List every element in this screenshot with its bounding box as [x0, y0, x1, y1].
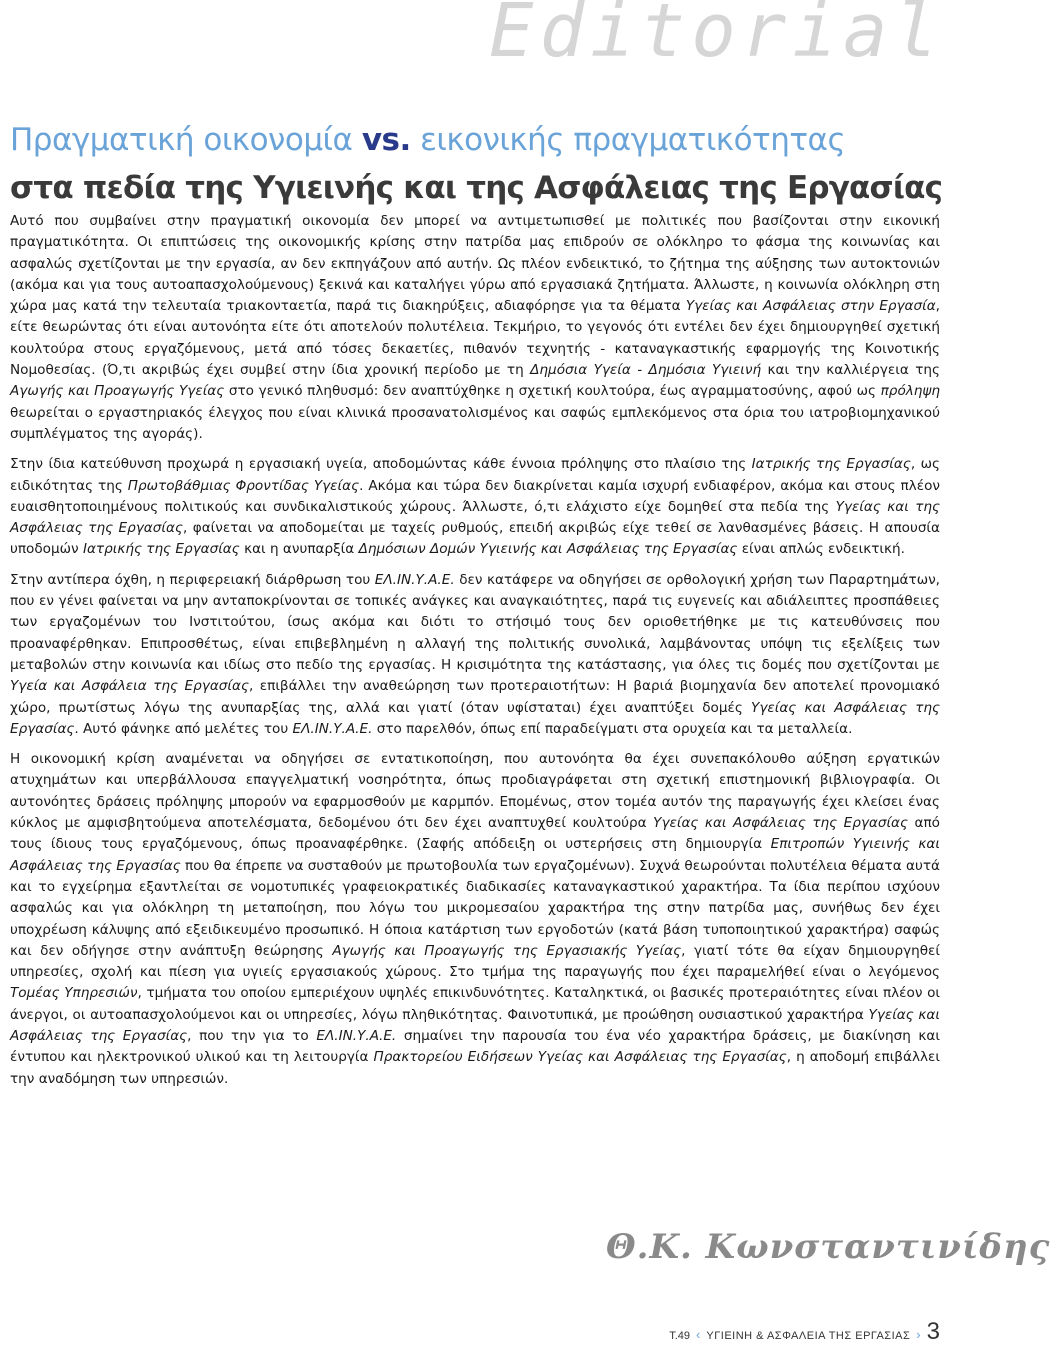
p2-italic-5: Δημόσιων Δομών Υγιεινής και Ασφάλειας της Εργασίας: [358, 541, 738, 558]
p4-italic-7: Πρακτορείου Ειδήσεων Υγείας και Ασφάλειας της Εργασίας: [373, 1049, 787, 1066]
p2-text-b: , ως ειδικότητας της: [10, 456, 940, 494]
p3-text-d: . Αυτό φάνηκε από μελέτες του: [74, 720, 293, 737]
issue-number: Τ.49: [669, 1330, 691, 1342]
p1-italic-3: Αγωγής και Προαγωγής Υγείας: [10, 383, 225, 400]
p1-text-a: Αυτό που συμβαίνει στην πραγματική οικονομία δεν μπορεί να αντιμετωπισθεί με πολιτικές που βασίζονται στην εικονική πραγματικότητα. Οι επιπτώσεις της οικονομικής κρίσης στην πατρίδα μας επιδρούν σε ολόκληρο το φάσμα της κοινωνίας και ασφαλώς σχετίζονται με την εργασία, αν δεν εκπηγάζουν από αυτήν. Ως πλέον ενδεικτικό, το ζήτημα της αύξησης των αυτοκτονιών (ακόμα και για τους αυτοαπασχολούμενους) ξεκινά και καταλήγει γύρω από εργασιακά ζητήματα. Άλλωστε, η κοινωνία ολόκληρη στη χώρα μας κατά την τελευταία τριακονταετία, παρά τις διακηρύξεις, αδιαφόρησε για τα θέματα: [10, 213, 940, 315]
p2-italic-3: Υγείας και της Ασφάλειας της Εργασίας: [10, 498, 940, 537]
p2-italic-4: Ιατρικής της Εργασίας: [82, 541, 240, 558]
title-line-1: [10, 116, 950, 164]
p4-italic-6: ΕΛ.ΙΝ.Υ.Α.Ε.: [316, 1027, 397, 1044]
p3-italic-4: ΕΛ.ΙΝ.Υ.Α.Ε.: [292, 720, 373, 737]
paragraph-1: [10, 211, 940, 445]
p2-text-c: . Ακόμα και τώρα δεν διακρίνεται καμία ισχυρή ενδιαφέρον, ακόμα και στους πλέον ευαισθητοποιημένους πολιτικούς και συνδικαλιστικούς χώρους. Άλλωστε, ό,τι ελάχιστο είχε δομηθεί στα πεδία της: [10, 477, 940, 515]
author-signature: Θ.Κ. Κωνσταντινίδης: [606, 1227, 1050, 1267]
p3-text-b: δεν κατάφερε να οδηγήσει σε ορθολογική χρήση των Παραρτημάτων, που εν γένει φαίνεται να μην ανταποκρίνονται σε τοπικές ανάγκες και αναγκαιότητες, παρά τις ευγενείς και αδιάλειπτες προσπάθειες των εργαζομένων του Ινστιτούτου, ίσως ακόμα και διότι το στήσιμό τους δεν οριοθετήθηκε με τις κατευθύνσεις που προαναφέρθηκαν. Επιπροσθέτως, είναι επιβεβλημένη η αλλαγή της πολιτικής συνολικά, λαμβάνοντας υπόψη τις εξελίξεις των μεταβολών στην κοινωνία και ιδίως στο πεδίο της εργασίας. Η κρισιμότητα της κατάστασης, για όλες τις δομές που σχετίζονται με: [10, 571, 940, 673]
paragraph-3: [10, 570, 940, 740]
p2-italic-2: Πρωτοβάθμιας Φροντίδας Υγείας: [127, 477, 360, 494]
page-footer: [669, 1318, 940, 1346]
p2-text-f: είναι απλώς ενδεικτική.: [737, 541, 905, 558]
article-title: [10, 116, 950, 212]
p1-italic-4: πρόληψη: [880, 383, 940, 400]
article-body: [10, 211, 940, 1099]
title-part-2: εικονικής πραγματικότητας: [410, 122, 846, 158]
paragraph-2: [10, 454, 940, 560]
title-line-2: στα πεδία της Υγιεινής και της Ασφάλειας της Εργασίας: [10, 170, 943, 206]
p4-text-c: που θα έπρεπε να συσταθούν με πρωτοβουλία των εργαζομένων). Συχνά θεωρούνται πολυτέλεια θέματα αυτά και το εγχείρημα εξαντλείται σε νομοτυπικές γραφειοκρατικές διαδικασίες καταναγκαστικού χαρακτήρα. Τα ίδια περίπου ισχύουν ασφαλώς και για ολόκληρη τη μεταποίηση, που λόγω του μικρομεσαίου χαρακτήρα της στην πατρίδα μας, συνήθως δεν έχει υποχρέωση κάλυψης από εξειδικευμένο προσωπικό. Η όποια κατάρτιση των εργοδοτών (κατά βάση τυποποιητικού χαρακτήρα) σαφώς και δεν οδήγησε στην ανάπτυξη θεώρησης: [10, 857, 940, 959]
p4-text-g: σημαίνει την παρουσία του ένα νέο χαρακτήρα δράσεις, με διακίνηση και έντυπου και ηλεκτρονικού υλικού και τη λειτουργία: [10, 1027, 940, 1066]
paragraph-4: [10, 749, 940, 1090]
p4-text-f: , που την για το: [187, 1027, 317, 1044]
p1-text-e: θεωρείται ο εργαστηριακός έλεγχος που είναι κλινικά προσανατολισμένος και σαφώς εμπλεκόμενος στα όρια του ιατροβιομηχανικού συμπλέγματος της αγοράς).: [10, 404, 940, 442]
p4-text-a: Η οικονομική κρίση αναμένεται να οδηγήσει σε εντατικοποίηση, που αυτονόητα θα έχει συνεπακόλουθο αύξηση εργατικών ατυχημάτων και υπερβάλλουσα επαγγελματική νοσηρότητα, όπως προδιαγράφεται στη σχετική επιστημονική βιβλιογραφία. Οι αυτονόητες δράσεις πρόληψης μπορούν να εφαρμοσθούν με καρμπόν. Επομένως, στον τομέα αυτόν της παραγωγής έχει κλείσει ένας κύκλος με αμφισβητούμενα αποτελέσματα, δεδομένου ότι δεν έχει αναπτυχθεί κουλτούρα: [10, 751, 940, 832]
editorial-masthead: Editorial: [489, 0, 944, 74]
p2-text-e: και η ανυπαρξία: [239, 541, 359, 558]
p4-text-h: , η αποδομή επιβάλλει την αναδόμηση των υπηρεσιών.: [10, 1049, 940, 1087]
chevron-right-icon: ›: [916, 1327, 921, 1342]
journal-name: ΥΓΙΕΙΝΗ & ΑΣΦΑΛΕΙΑ ΤΗΣ ΕΡΓΑΣΙΑΣ: [706, 1330, 911, 1342]
p3-text-e: στο παρελθόν, όπως επί παραδείγματι στα ορυχεία και τα μεταλλεία.: [372, 720, 853, 737]
p4-italic-1: Υγείας και Ασφάλειας της Εργασίας: [653, 815, 908, 832]
chevron-left-icon: ‹: [696, 1327, 701, 1342]
title-vs: vs.: [361, 122, 411, 158]
p4-italic-2: Επιτροπών Υγιεινής και Ασφάλειας της Εργασίας: [10, 836, 940, 874]
p2-text-d: , φαίνεται να αποδομείται με ταχείς ρυθμούς, επειδή ακριβώς είχε τεθεί σε λανθασμένες βάσεις. Η απουσία υποδομών: [10, 520, 940, 558]
p3-italic-2: Υγεία και Ασφάλεια της Εργασίας: [10, 678, 249, 695]
p1-text-b: , είτε θεωρώντας ότι είναι αυτονόητα είτε ότι αποτελούν πολυτέλεια. Τεκμήριο, το γεγονός ότι εντέλει δεν έχει δημιουργηθεί σχετική κουλτούρα στους εργαζόμενους, μετά από τόσες δεκαετίες, πιθανόν τεχνητής - καταναγκαστικής εφαρμογής της Κοινοτικής Νομοθεσίας. (Ό,τι ακριβώς έχει συμβεί στην ίδια χρονική περίοδο με τη: [10, 298, 940, 379]
p1-italic-2: Δημόσια Υγεία - Δημόσια Υγιεινή: [530, 362, 762, 379]
p3-italic-3: Υγείας και Ασφάλειας της Εργασίας: [10, 699, 940, 737]
title-part-1: Πραγματική οικονομία: [10, 122, 362, 158]
p2-italic-1: Ιατρικής της Εργασίας: [751, 456, 911, 473]
p4-text-d: , γιατί τότε θα είχαν δημιουργηθεί υπηρεσίες, σχολή και πίεση για υγιείς εργασιακούς χώρους. Στο τμήμα της παραγωγής που έχει παραμελήθεί είναι ο λεγόμενος: [10, 942, 941, 981]
p3-italic-1: ΕΛ.ΙΝ.Υ.Α.Ε.: [374, 571, 455, 588]
p3-text-a: Στην αντίπερα όχθη, η περιφερειακή διάρθρωση του: [10, 571, 375, 588]
p2-text-a: Στην ίδια κατεύθυνση προχωρά η εργασιακή υγεία, αποδομώντας κάθε έννοια πρόληψης στο πλαίσιο της: [10, 456, 752, 473]
p1-text-d: στο γενικό πληθυσμό: δεν αναπτύχθηκε η σχετική κουλτούρα, έως αγραμματοσύνης, αφού ως: [224, 383, 881, 400]
p4-italic-3: Αγωγής και Προαγωγής της Εργασιακής Υγείας: [332, 942, 682, 959]
p3-text-c: , επιβάλλει την αναθεώρηση των προτεραιοτήτων: Η βαριά βιομηχανία δεν αποτελεί προνομιακό χώρο, πρωτίστως λόγω της ανυπαρξίας της, αλλά και γιατί (όταν υφίσταται) έχει αναπτύξει δομές: [10, 678, 940, 716]
p4-text-e: , τμήματα του οποίου εμπεριέχουν υψηλές επικινδυνότητες. Καταληκτικά, οι βασικές προτεραιότητες είναι πλέον οι άνεργοι, οι αυτοαπασχολούμενοι και οι υπηρεσίες, λόγω πληθικότητας. Φαινοτυπικά, με προώθηση ουσιαστικού χαρακτήρα: [10, 985, 941, 1023]
p1-text-c: και την καλλιέργεια της: [761, 362, 941, 379]
p4-italic-5: Υγείας και Ασφάλειας της Εργασίας: [10, 1006, 940, 1044]
p1-italic-1: Υγείας και Ασφάλειας στην Εργασία: [685, 298, 936, 315]
page-number: 3: [926, 1318, 940, 1345]
p4-text-b: από τους ίδιους τους εργαζόμενους, όπως προαναφέρθηκε. (Σαφής απόδειξη οι υστερήσεις στη δημιουργία: [10, 815, 940, 853]
p4-italic-4: Τομέας Υπηρεσιών: [10, 985, 138, 1002]
